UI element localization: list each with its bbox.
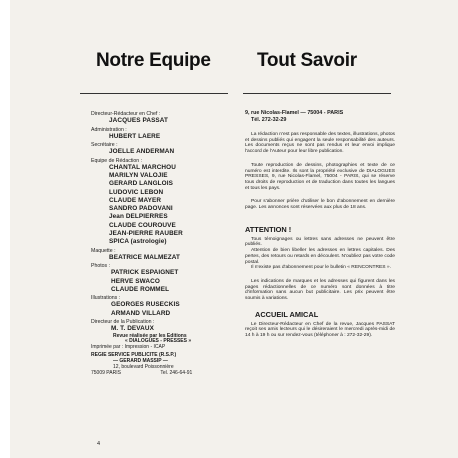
paragraph-addresses: Attention de bien libeller les adresses en lettres capitales. Des pertes, des retours ou retards en découlent. N'oubliez pas votre code postal. — [245, 248, 395, 265]
regie-address: 12, boulevard Poissonnière — [113, 364, 174, 371]
layout-label: Maquette : — [91, 247, 116, 254]
page-number: 4 — [97, 441, 101, 447]
photographer-name: CLAUDE ROMMEL — [111, 285, 170, 293]
paragraph-rencontres: Il n'existe pas d'abonnement pour le bulletin « RENCONTRES ». — [251, 265, 391, 271]
paragraph-subscription: Pour s'abonner prière d'utiliser le bon d'abonnement en dernière page. Les annonces sont réservées aux plus de 18 ans. — [245, 199, 395, 211]
photographer-name: HERVE SWACO — [111, 277, 160, 285]
paragraph-responsibility: La rédaction n'est pas responsable des textes, illustrations, photos et dessins publiés qui engagent la seule responsabilité des auteurs. Les documents reçus ne sont pas rendus et leur envoi implique l'accord de l'Auteur pour leur libre publication. — [245, 132, 395, 155]
admin-name: HUBERT LAERE — [109, 132, 161, 140]
photos-label: Photos : — [91, 263, 111, 270]
publication-director-name: M. T. DEVAUX — [111, 325, 154, 333]
team-label: Equipe de Rédaction : — [91, 157, 143, 164]
paragraph-testimonials: Tous témoignages ou lettres sans adresses ne peuvent être publiés. — [245, 236, 395, 248]
paragraph-copyright: Toute reproduction de dessins, photographies et texte de ce numéro est interdite. Ils sont la propriété exclusive de DIALOGUES PRESSES, 9, rue Nicolas-Flamel, 75004 - PARIS, qui se réserve tous droits de reproduction et de traduction dans toutes les langues et tous les pays. — [245, 162, 395, 191]
publication-director-label: Directeur de la Publication : — [91, 319, 155, 326]
printer-line: Imprimée par : Impression - ICAP — [91, 344, 166, 351]
layout-name: BEATRICE MALMEZAT — [109, 253, 181, 261]
editorial-tel: Tél. 272-32-29 — [251, 117, 287, 123]
illustrations-label: Illustrations : — [91, 295, 121, 302]
editorial-address: 9, rue Nicolas-Flamel — 75004 - PARIS — [245, 110, 344, 116]
admin-label: Administration : — [91, 126, 127, 133]
team-member: Jean DELPIERRES — [109, 213, 168, 221]
team-member: JEAN-PIERRE RAUBER — [109, 230, 183, 238]
team-member: SANDRO PADOVANI — [109, 205, 173, 213]
paragraph-accueil: Le Directeur-Rédacteur en Chef de la revue, Jacques PASSAT reçoit ses amis lecteurs qui le désireraient le mercredi après-midi de 14 h à 19 h ou sur rendez-vous (téléphoner à : 272-32-29). — [245, 321, 395, 339]
team-member: SPICA (astrologie) — [109, 238, 167, 246]
director-label: Directeur-Rédacteur en Chef : — [91, 111, 161, 117]
magazine-page — [10, 0, 458, 458]
heading-notre-equipe: Notre Equipe — [96, 50, 211, 71]
team-member: CLAUDE COUROUVE — [109, 221, 176, 229]
director-name: JACQUES PASSAT — [109, 117, 169, 125]
illustrator-name: GEORGES RUSECKIS — [111, 301, 180, 309]
revue-line: Revue réalisée par les Editions — [113, 332, 187, 339]
illustrator-name: ARMAND VILLARD — [111, 309, 171, 317]
divider-right — [243, 93, 391, 94]
team-member: GERARD LANGLOIS — [109, 180, 173, 188]
revue-publisher: « DIALOGUES - PRESSES » — [125, 338, 192, 345]
team-member: MARILYN VALOJIE — [109, 172, 168, 179]
staff-column — [91, 110, 233, 377]
accueil-title: ACCUEIL AMICAL — [255, 309, 319, 319]
team-member: CLAUDE MAYER — [109, 196, 162, 204]
team-member: CHANTAL MARCHOU — [109, 163, 176, 171]
regie-contact: — GERARD MASSIP — — [113, 358, 168, 365]
secretary-name: JOELLE ANDERMAN — [109, 148, 175, 156]
info-column — [245, 110, 395, 339]
secretary-label: Secrétaire : — [91, 142, 118, 148]
regie-city: 75009 PARIS — [91, 370, 121, 376]
paragraph-brands: Les indications de marques et les adresses qui figurent dans les pages rédactionnelles de ce numéro sont données à titre d'information sans aucun but publicitaire. Les prix peuvent être soumis à variations. — [245, 278, 395, 302]
heading-tout-savoir: Tout Savoir — [257, 50, 357, 71]
divider-left — [80, 93, 228, 94]
team-member: LUDOVIC LEBON — [109, 188, 164, 196]
attention-title: ATTENTION ! — [245, 224, 292, 234]
regie-city-tel — [91, 371, 233, 377]
regie-name: REGIE SERVICE PUBLICITE (R.S.P.) — [91, 352, 177, 359]
regie-tel: Tel. 246-64-91 — [160, 370, 193, 376]
photographer-name: PATRICK ESPAIGNET — [111, 269, 179, 277]
